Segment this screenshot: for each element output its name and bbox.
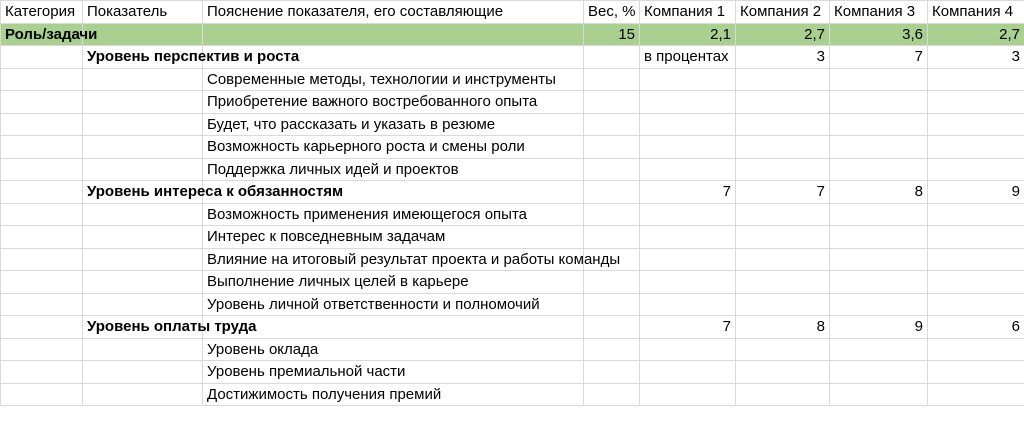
cell-company-1[interactable] [640, 248, 736, 271]
cell-weight[interactable] [584, 226, 640, 249]
cell-category[interactable] [1, 136, 83, 159]
cell-note[interactable]: Интерес к повседневным задачам [203, 226, 584, 249]
cell-indicator[interactable]: Уровень интереса к обязанностям [83, 181, 203, 204]
table-row [1, 316, 1024, 339]
cell-company-1[interactable]: 7 [640, 181, 736, 204]
cell-note[interactable]: Уровень оклада [203, 338, 584, 361]
cell-company-2[interactable]: 7 [736, 181, 830, 204]
cell-category[interactable] [1, 316, 83, 339]
header-company-4[interactable]: Компания 4 [928, 1, 1024, 24]
cell-category[interactable] [1, 271, 83, 294]
cell-company-4[interactable] [928, 293, 1024, 316]
cell-company-4[interactable] [928, 113, 1024, 136]
cell-category[interactable] [1, 226, 83, 249]
cell-company-4[interactable]: 3 [928, 46, 1024, 69]
table-row [1, 91, 1024, 114]
cell-company-4[interactable] [928, 136, 1024, 159]
cell-weight[interactable]: 15 [584, 23, 640, 46]
cell-company-3[interactable] [830, 136, 928, 159]
table-row [1, 248, 1024, 271]
cell-weight[interactable] [584, 293, 640, 316]
cell-weight[interactable] [584, 316, 640, 339]
table-row [1, 181, 1024, 204]
cell-category[interactable] [1, 361, 83, 384]
cell-note[interactable]: Достижимость получения премий [203, 383, 584, 406]
cell-indicator[interactable] [83, 361, 203, 384]
cell-company-4[interactable] [928, 383, 1024, 406]
cell-weight[interactable] [584, 383, 640, 406]
cell-weight[interactable] [584, 91, 640, 114]
cell-indicator[interactable] [83, 158, 203, 181]
cell-company-3[interactable] [830, 338, 928, 361]
cell-weight[interactable] [584, 158, 640, 181]
cell-company-3[interactable] [830, 271, 928, 294]
cell-category[interactable] [1, 338, 83, 361]
cell-company-4[interactable]: 6 [928, 316, 1024, 339]
cell-category[interactable] [1, 158, 83, 181]
cell-weight[interactable] [584, 203, 640, 226]
cell-company-1[interactable] [640, 91, 736, 114]
cell-company-4[interactable]: 9 [928, 181, 1024, 204]
cell-company-1[interactable] [640, 293, 736, 316]
header-category[interactable]: Категория [1, 1, 83, 24]
cell-company-1[interactable] [640, 383, 736, 406]
cell-category[interactable] [1, 113, 83, 136]
cell-indicator[interactable]: Уровень оплаты труда [83, 316, 203, 339]
header-weight[interactable]: Вес, % [584, 1, 640, 24]
cell-company-3[interactable] [830, 158, 928, 181]
cell-weight[interactable] [584, 113, 640, 136]
cell-category[interactable] [1, 203, 83, 226]
cell-company-1[interactable] [640, 203, 736, 226]
cell-indicator[interactable] [83, 271, 203, 294]
cell-note[interactable]: Поддержка личных идей и проектов [203, 158, 584, 181]
header-indicator[interactable]: Показатель [83, 1, 203, 24]
cell-company-2[interactable] [736, 383, 830, 406]
header-company-2[interactable]: Компания 2 [736, 1, 830, 24]
cell-note[interactable]: Приобретение важного востребованного опыта [203, 91, 584, 114]
cell-company-3[interactable] [830, 203, 928, 226]
table-row [1, 271, 1024, 294]
cell-company-3[interactable] [830, 361, 928, 384]
cell-weight[interactable] [584, 181, 640, 204]
table-row [1, 113, 1024, 136]
cell-company-1[interactable] [640, 338, 736, 361]
table-row [1, 23, 1024, 46]
cell-company-1[interactable]: 2,1 [640, 23, 736, 46]
cell-company-4[interactable] [928, 226, 1024, 249]
cell-indicator[interactable] [83, 91, 203, 114]
cell-indicator[interactable] [83, 293, 203, 316]
cell-note[interactable] [203, 23, 584, 46]
cell-company-3[interactable] [830, 248, 928, 271]
header-company-3[interactable]: Компания 3 [830, 1, 928, 24]
cell-company-2[interactable] [736, 226, 830, 249]
cell-indicator[interactable] [83, 68, 203, 91]
cell-indicator[interactable] [83, 203, 203, 226]
cell-company-1[interactable] [640, 136, 736, 159]
table-row [1, 338, 1024, 361]
cell-company-2[interactable] [736, 136, 830, 159]
cell-note[interactable]: Будет, что рассказать и указать в резюме [203, 113, 584, 136]
cell-note[interactable]: Уровень личной ответственности и полномочий [203, 293, 584, 316]
cell-company-3[interactable]: 7 [830, 46, 928, 69]
cell-company-1[interactable]: в процентах [640, 46, 736, 69]
cell-company-2[interactable] [736, 158, 830, 181]
cell-company-2[interactable] [736, 68, 830, 91]
cell-company-2[interactable] [736, 248, 830, 271]
cell-indicator[interactable] [83, 113, 203, 136]
cell-category[interactable] [1, 181, 83, 204]
cell-indicator[interactable] [83, 248, 203, 271]
cell-company-3[interactable]: 8 [830, 181, 928, 204]
cell-note[interactable]: Влияние на итоговый результат проекта и работы команды [203, 248, 584, 271]
table-row [1, 226, 1024, 249]
header-note[interactable]: Пояснение показателя, его составляющие [203, 1, 584, 24]
cell-weight[interactable] [584, 338, 640, 361]
cell-company-2[interactable] [736, 361, 830, 384]
cell-company-3[interactable] [830, 68, 928, 91]
cell-company-3[interactable] [830, 113, 928, 136]
table-row [1, 136, 1024, 159]
cell-company-4[interactable] [928, 91, 1024, 114]
cell-company-2[interactable] [736, 293, 830, 316]
cell-note[interactable] [203, 316, 584, 339]
cell-company-3[interactable] [830, 91, 928, 114]
cell-company-4[interactable] [928, 68, 1024, 91]
table-row [1, 293, 1024, 316]
cell-indicator[interactable] [83, 136, 203, 159]
cell-company-2[interactable] [736, 203, 830, 226]
cell-company-1[interactable] [640, 361, 736, 384]
cell-category[interactable] [1, 68, 83, 91]
cell-company-3[interactable]: 9 [830, 316, 928, 339]
header-row [1, 1, 1024, 24]
cell-weight[interactable] [584, 68, 640, 91]
cell-indicator[interactable] [83, 338, 203, 361]
cell-company-2[interactable]: 8 [736, 316, 830, 339]
table-row [1, 68, 1024, 91]
table-row [1, 383, 1024, 406]
table-row [1, 361, 1024, 384]
cell-weight[interactable] [584, 361, 640, 384]
cell-company-2[interactable] [736, 271, 830, 294]
cell-company-2[interactable] [736, 338, 830, 361]
cell-category[interactable] [1, 91, 83, 114]
cell-indicator[interactable] [83, 226, 203, 249]
cell-company-1[interactable] [640, 113, 736, 136]
table-row [1, 203, 1024, 226]
cell-indicator[interactable] [83, 23, 203, 46]
table-row [1, 158, 1024, 181]
cell-indicator[interactable] [83, 383, 203, 406]
cell-company-3[interactable]: 3,6 [830, 23, 928, 46]
cell-note[interactable]: Выполнение личных целей в карьере [203, 271, 584, 294]
cell-company-4[interactable] [928, 158, 1024, 181]
cell-company-1[interactable] [640, 158, 736, 181]
cell-note[interactable]: Возможность карьерного роста и смены роли [203, 136, 584, 159]
cell-company-4[interactable] [928, 203, 1024, 226]
cell-note[interactable]: Возможность применения имеющегося опыта [203, 203, 584, 226]
cell-note[interactable]: Уровень премиальной части [203, 361, 584, 384]
cell-weight[interactable] [584, 271, 640, 294]
cell-company-2[interactable] [736, 113, 830, 136]
cell-weight[interactable] [584, 136, 640, 159]
cell-company-3[interactable] [830, 226, 928, 249]
cell-company-3[interactable] [830, 293, 928, 316]
cell-category[interactable]: Роль/задачи [1, 23, 83, 46]
cell-company-1[interactable]: 7 [640, 316, 736, 339]
cell-company-4[interactable] [928, 338, 1024, 361]
cell-company-2[interactable] [736, 91, 830, 114]
cell-note[interactable]: Современные методы, технологии и инструменты [203, 68, 584, 91]
cell-category[interactable] [1, 46, 83, 69]
cell-company-4[interactable] [928, 271, 1024, 294]
header-company-1[interactable]: Компания 1 [640, 1, 736, 24]
cell-company-4[interactable] [928, 248, 1024, 271]
cell-company-2[interactable]: 2,7 [736, 23, 830, 46]
cell-company-3[interactable] [830, 383, 928, 406]
cell-category[interactable] [1, 293, 83, 316]
cell-company-1[interactable] [640, 226, 736, 249]
cell-company-4[interactable]: 2,7 [928, 23, 1024, 46]
cell-category[interactable] [1, 248, 83, 271]
cell-weight[interactable] [584, 46, 640, 69]
cell-company-4[interactable] [928, 361, 1024, 384]
cell-company-1[interactable] [640, 271, 736, 294]
cell-company-2[interactable]: 3 [736, 46, 830, 69]
cell-company-1[interactable] [640, 68, 736, 91]
cell-indicator[interactable]: Уровень перспектив и роста [83, 46, 203, 69]
cell-category[interactable] [1, 383, 83, 406]
table-row [1, 46, 1024, 69]
